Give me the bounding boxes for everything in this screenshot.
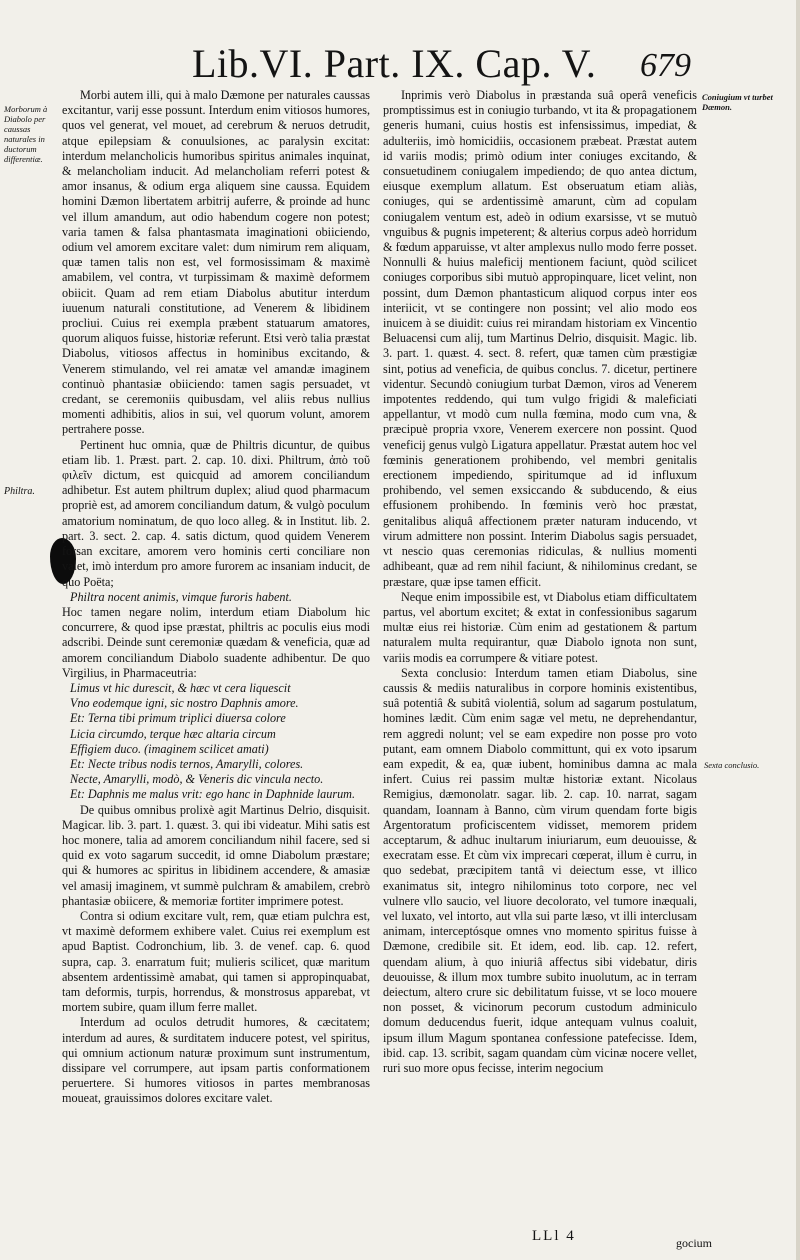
verse-line: Philtra nocent animis, vimque furoris habent. — [70, 589, 292, 604]
paragraph: Sexta conclusio: Interdum tamen etiam Diabolus, sine caussis & mediis naturalibus in corpore hominis existentibus, suâ potentiâ & subitâ violentiâ, solum ad sagarum postulatum, homines lædit. Cùm enim sagæ vel metu, ne deprehendantur, rem aggredi nolunt; vel se eam expedire non posse pro voto putant, eam omnem Diabolo committunt, qui ex voto ipsarum eam expedit, & ea, quæ iubent, hominibus damna ac mala infert. Cuius rei passim multæ historiæ extant. Nicolaus Remigius, dæmonolatr. sagar. lib. 2. cap. 10. narrat, sagam quandam, Ioannam à Banno, cùm virum quendam forte bigis Argentoratum proficiscentem vidisset, memorem pridem acceptarum, & adhuc inultarum iniuriarum, eum deuouisse, & execratam esse. Et cùm vix imprecari cœperat, illum è curru, in quo sedebat, præcipitem tantâ vi deiectum esse, vt illico exanimatus sit, integro nihilominus toto corpore, nec vel vulnere vllo saucio, vel liuore decolorato, vel tumore inæquali, vel luxato, vel intorto, aut vlla sui parte læso, vt illi interclusam animam, interceptósque omnes vno momento spiritus fuisse à Dæmone, credibile sit. Et idem, eod. lib. cap. 12. refert, quendam alium, à quo iniuriâ affectus sibi videbatur, diris deuouisse, & illum mox tumbre subito inuolutum, ac in terram deiectum, altero crure sic debilitatum fuisse, vt se loco mouere non posset, & vicinorum pecorum custodum adminiculo domum deducendus fuerit, idque antequam vulnus coaluit, ipsum illum Magum spontanea confessione patefecisse. Idem, ibid. cap. 13. scribit, sagam quandam cùm vicinæ nocere vellet, ruri suo more opus fecisse, interim negocium — [383, 665, 697, 1075]
margin-note-left-philtra: Philtra. — [4, 486, 35, 497]
verse-line: Necte, Amarylli, modò, & Veneris dic vincula necto. — [70, 772, 324, 787]
paragraph: Contra si odium excitare vult, rem, quæ etiam pulchra est, vt maximè deformem exhibere valet. Cuius rei exemplum est apud Baptist. Codronchium, lib. 3. de venef. cap. 6. quod supra, cap. 3. enarratum fuit; mulieris scilicet, quæ maritum absentem ardentissimè amabat, qui tamen si appropinquabat, tam deformis, turpis, horrendus, & monstrosus apparebat, vt mortem subire, quam illum ferre mallet. — [62, 908, 370, 1015]
catchword: gocium — [676, 1236, 712, 1250]
margin-note-right-sexta: Sexta conclusio. — [704, 760, 760, 770]
paragraph: Inprimis verò Diabolus in præstanda suâ operâ veneficis promptissimus est in coniugio turbando, vt ita & propagationem generis humani, cuius hostis est infensissimus, impediat, & adulteriis, imò homicidiis, occasionem præbeat. Præstat autem id variis modis; primò odium inter coniuges excitando, & consuetudinem coniugalem impediendo; de quo antea dictum, eiusque exemplum allatum. Est obseruatum etiam aliàs, coniuges, qui se ardentissimè amarunt, cùm ad copulam coniugalem ventum est, adeò in odium exarsisse, vt se mutuò vnguibus & pugnis impeterent; & alterius corpus adeò horridum & fœdum apparuisse, vt alter amplexus nullo modo ferre posset. Nonnulli & huius maleficij mentionem faciunt, quòd scilicet coniuges corporibus sibi mutuò appropinquare, licet velint, non possint, dum Dæmon phantasticum aliquod corpus inter eos interiicit, vt se contingere non possint; vel alio modo eos inuicem à se diuidit: cuius rei mirandam historiam ex Vincentio Beluacensi cum alij, tum Martinus Delrio, disquisit. Magic. lib. 3. part. 1. quæst. 4. sect. 8. refert, quæ tamen cùm præstigiæ sint, potius ad veneficia, de quibus conclus. 7. dicetur, pertinere videntur. Secundò coniugium turbat Dæmon, viros ad Venerem impotentes reddendo, qui tum vulgo frigidi & maleficiati appellantur, vt modò cum nulla fœmina, modo cum vna, & præcipuè propria vxore, Venerem exercere non possint. Quod veneficij genus vulgò Ligatura appellatur. Præstat autem hoc vel fœminis generationem prohibendo, vel membri genitalis erectionem impediendo, spiritumque ad id influxum prohibendo, vel semen exsiccando & subducendo, & eius effusionem prohibendo. In fœminis verò hoc præstat, genitalibus aliquâ affectionem præter naturam inducendo, vt virum admittere non possint. Interim Diabolus sagis persuadet, vt nescio quas ceremonias ridiculas, & nullius momenti adhibeant, quæ ad rem nihil faciunt, & nihilominus credant, se præstare, quæ ipse tamen efficit. — [383, 88, 697, 589]
verse-line: Limus vt hic durescit, & hæc vt cera liquescit — [70, 680, 291, 695]
verse-line: Licia circumdo, terque hæc altaria circum — [70, 726, 276, 741]
paragraph: Pertinent huc omnia, quæ de Philtris dicuntur, de quibus etiam lib. 1. Præst. part. 2. cap. 10. dixi. Philtrum, ἀπὸ τοῦ φιλεῖν dictum, est quicquid ad amorem conciliandum adhibetur. Est autem philtrum duplex; aliud quod pharmacum propriè est, ad amorem conciliandum datum, & vulgò poculum amatorium nominatum, de quo loco alleg. & in Institut. lib. 2. part. 3. sect. 2. cap. 4. satis dictum, quod quidem Venerem forsan excitare, amorem vero hominis certi conciliare non valet, imò interdum pro amore furorem ac insaniam inducit, de quo Poëta; — [62, 437, 370, 589]
paragraph: Neque enim impossibile est, vt Diabolus etiam difficultatem partus, vel abortum excitet; & extat in confessionibus sagarum multæ eius rei historiæ. Cùm enim ad gestationem & partum naturalem multa requirantur, quæ Diabolo ignota non sunt, variis modis ea corrumpere & vitiare potest. — [383, 589, 697, 665]
margin-note-left-morbi: Morborum à Diabolo per caussas naturales in ductorum differentiæ. — [4, 104, 48, 164]
paragraph: De quibus omnibus prolixè agit Martinus Delrio, disquisit. Magicar. lib. 3. part. 1. quæst. 3. qui ibi videatur. Mihi satis est hoc monere, talia ad amorem conciliandum nihil facere, sed si quid ex voto sagarum succedit, id omne Diabolum præstare; qui & humores ac spiritus in libidinem accendere, & amasiæ vel amasij imaginem, vt summè pulchram & amabilem, crebrò phantasiæ obiicere, & memoriæ fortiter imprimere potest. — [62, 802, 370, 908]
running-head: Lib.VI. Part. IX. Cap. V. — [192, 41, 597, 86]
signature-mark: LLl 4 — [532, 1228, 576, 1244]
right-column — [383, 88, 697, 1076]
page-edge — [796, 0, 800, 1260]
verse-line: Et: Terna tibi primum triplici diuersa colore — [70, 711, 286, 726]
verse-line: Et: Necte tribus nodis ternos, Amarylli, colores. — [70, 756, 304, 771]
page-number: 679 — [640, 47, 691, 84]
paragraph: Hoc tamen negare nolim, interdum etiam Diabolum hic concurrere, & quod ipse præstat, philtris ac poculis eius modi adscribi. Deinde sunt ceremoniæ quædam & veneficia, quæ ad amorem conciliandum Diabolo suadente adhibentur. De quo Virgilius, in Pharmaceutria: — [62, 604, 370, 680]
paragraph: Interdum ad oculos detrudit humores, & cæcitatem; interdum ad aures, & surditatem inducere potest, vel spiritus, qui omnium actionum naturæ proximum sunt instrumentum, dissipare vel corrumpere, aut ipsam partis conformationem peruertere. Si humores vitiosos in partes membranosas moueat, grauissimos dolores excitare valet. — [62, 1015, 370, 1106]
left-column — [62, 88, 370, 1107]
paragraph: Morbi autem illi, qui à malo Dæmone per naturales caussas excitantur, varij esse possunt. Interdum enim vitiosos humores, quos vel generat, vel mouet, ad cerebrum & neruos detrudit, atque epilepsiam & conuulsiones, ac paralysin excitat: interdum melancholicis humoribus spiritus animales inquinat, & melancholiam inducit. Ad melancholiam referri potest & amor insanus, & odium erga aliquem sine caussa. Equidem homini Dæmon libertatem arbitrij auferre, & proinde ad hunc vel illum amandum, aut odio habendum cogere non potest; varia tamen & falsa phantasmata imaginationi obiiciendo, odium vel amorem excitare valet: dum nimirum rem aliquam, quæ tamen talis non est, vel formosissimam & maximè amabilem, vel contra, vt turpissimam & maximè deformem obiicit. Quam ad rem etiam Diabolus abutitur interdum iuuenum naturali constitutione, ad Venerem & libidinem procliui. Cuius rei exempla præbent statuarum amatores, quorum aliquos fuisse, historiæ referunt. Etsi verò talia præstat Diabolus, vitiosos affectus in hominibus excitando, & Venerem stimulando, vel rei amatæ vel amandæ imaginem continuò phantasiæ obiiciendo: tamen sagis persuadet, vt credant, se ceremoniis quibusdam, vel aliis rebus nullius momenti adhibitis, alios in sui, vel quorum volunt, amorem pertrahere posse. — [62, 88, 370, 437]
verse-line: Vno eodemque igni, sic nostro Daphnis amore. — [70, 696, 299, 711]
verse-line: Effigiem duco. (imaginem scilicet amati) — [70, 741, 269, 756]
verse-line: Et: Daphnis me malus vrit: ego hanc in Daphnide laurum. — [70, 787, 356, 802]
margin-note-right-coniugium: Coniugium vt turbet Dæmon. — [702, 92, 773, 112]
